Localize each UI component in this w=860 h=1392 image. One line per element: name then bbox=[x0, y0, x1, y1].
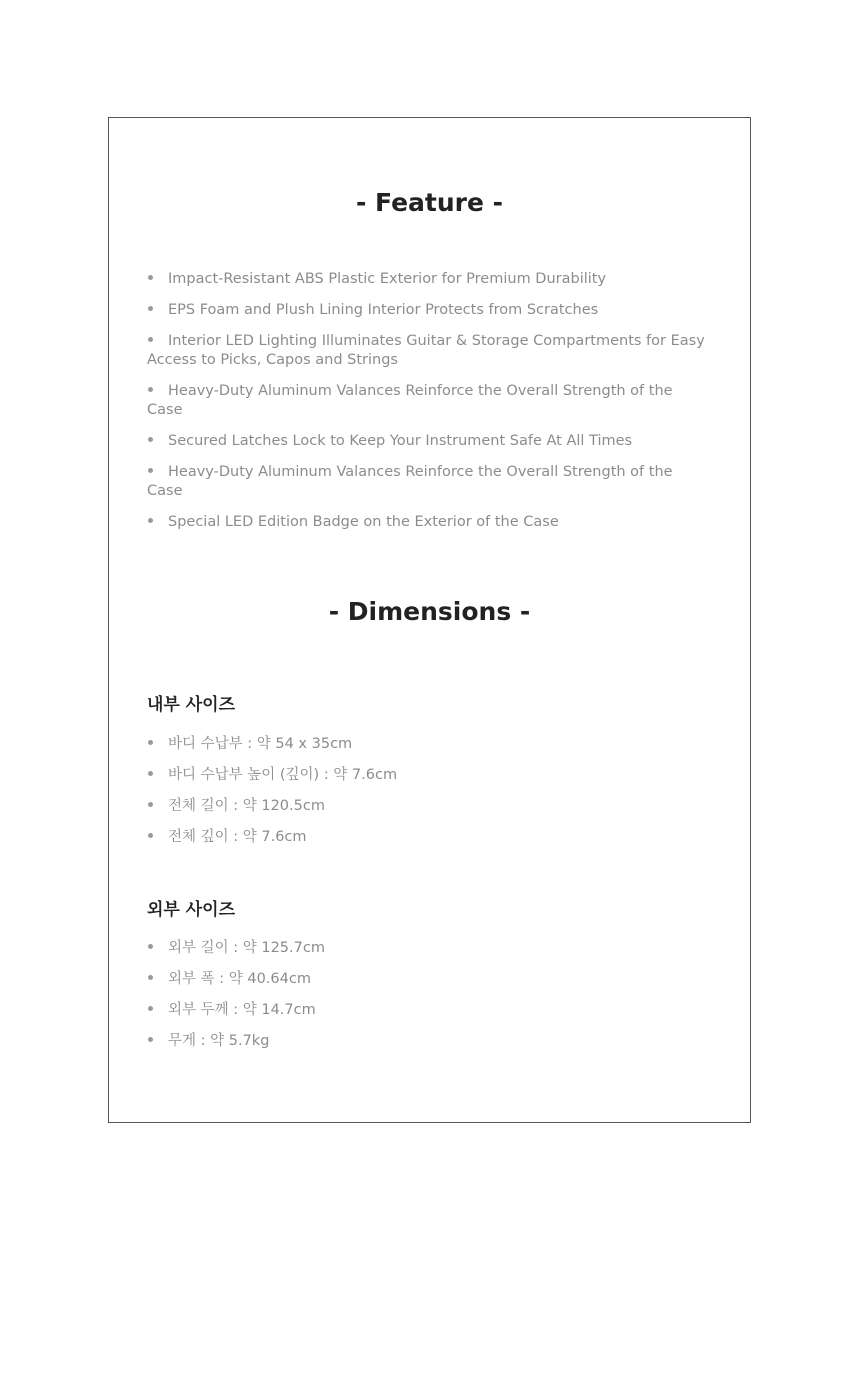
bullet-icon bbox=[147, 463, 168, 482]
bullet-icon bbox=[147, 432, 168, 451]
bullet-icon bbox=[147, 513, 168, 532]
bullet-icon bbox=[147, 970, 168, 989]
bullet-icon bbox=[147, 1001, 168, 1020]
feature-title: - Feature - bbox=[355, 188, 504, 217]
feature-item-text: Secured Latches Lock to Keep Your Instrument Safe At All Times bbox=[168, 433, 633, 449]
feature-item-text: Interior LED Lighting Illuminates Guitar & Storage Compartments for Easy Access to Picks, Capos and Strings bbox=[147, 333, 705, 368]
bullet-icon bbox=[147, 735, 168, 754]
feature-item-text: Heavy-Duty Aluminum Valances Reinforce the Overall Strength of the Case bbox=[147, 464, 673, 499]
outer-size-item bbox=[147, 970, 707, 989]
outer-size-text: 외부 두께 : 약 14.7cm bbox=[168, 1002, 316, 1018]
feature-item-text: EPS Foam and Plush Lining Interior Protects from Scratches bbox=[168, 302, 599, 318]
feature-item bbox=[147, 301, 707, 320]
inner-size-item bbox=[147, 735, 707, 754]
feature-item bbox=[147, 270, 707, 289]
feature-item-text: Special LED Edition Badge on the Exterior of the Case bbox=[168, 514, 559, 530]
inner-size-item bbox=[147, 797, 707, 816]
feature-item bbox=[147, 332, 707, 370]
feature-item bbox=[147, 432, 707, 451]
product-detail-box bbox=[108, 117, 751, 1123]
inner-size-text: 바디 수납부 : 약 54 x 35cm bbox=[168, 736, 353, 752]
inner-size-title: 내부 사이즈 bbox=[147, 695, 236, 715]
feature-item bbox=[147, 382, 707, 420]
outer-size-text: 외부 폭 : 약 40.64cm bbox=[168, 971, 311, 987]
inner-size-text: 바디 수납부 높이 (깊이) : 약 7.6cm bbox=[168, 767, 398, 783]
dimensions-title: - Dimensions - bbox=[328, 597, 531, 626]
inner-size-text: 전체 길이 : 약 120.5cm bbox=[168, 798, 325, 814]
bullet-icon bbox=[147, 828, 168, 847]
inner-size-item bbox=[147, 766, 707, 785]
feature-item bbox=[147, 463, 707, 501]
inner-size-item bbox=[147, 828, 707, 847]
outer-size-item bbox=[147, 1001, 707, 1020]
outer-size-item bbox=[147, 1032, 707, 1051]
feature-item-text: Impact-Resistant ABS Plastic Exterior for Premium Durability bbox=[168, 271, 607, 287]
bullet-icon bbox=[147, 332, 168, 351]
bullet-icon bbox=[147, 1032, 168, 1051]
bullet-icon bbox=[147, 939, 168, 958]
outer-size-text: 무게 : 약 5.7kg bbox=[168, 1033, 270, 1049]
bullet-icon bbox=[147, 766, 168, 785]
feature-item bbox=[147, 513, 707, 532]
feature-list bbox=[147, 270, 707, 544]
outer-size-item bbox=[147, 939, 707, 958]
outer-size-text: 외부 길이 : 약 125.7cm bbox=[168, 940, 325, 956]
outer-size-list bbox=[147, 939, 707, 1063]
bullet-icon bbox=[147, 301, 168, 320]
outer-size-title: 외부 사이즈 bbox=[147, 900, 236, 920]
bullet-icon bbox=[147, 797, 168, 816]
bullet-icon bbox=[147, 382, 168, 401]
inner-size-list bbox=[147, 735, 707, 859]
bullet-icon bbox=[147, 270, 168, 289]
inner-size-text: 전체 깊이 : 약 7.6cm bbox=[168, 829, 307, 845]
feature-item-text: Heavy-Duty Aluminum Valances Reinforce the Overall Strength of the Case bbox=[147, 383, 673, 418]
